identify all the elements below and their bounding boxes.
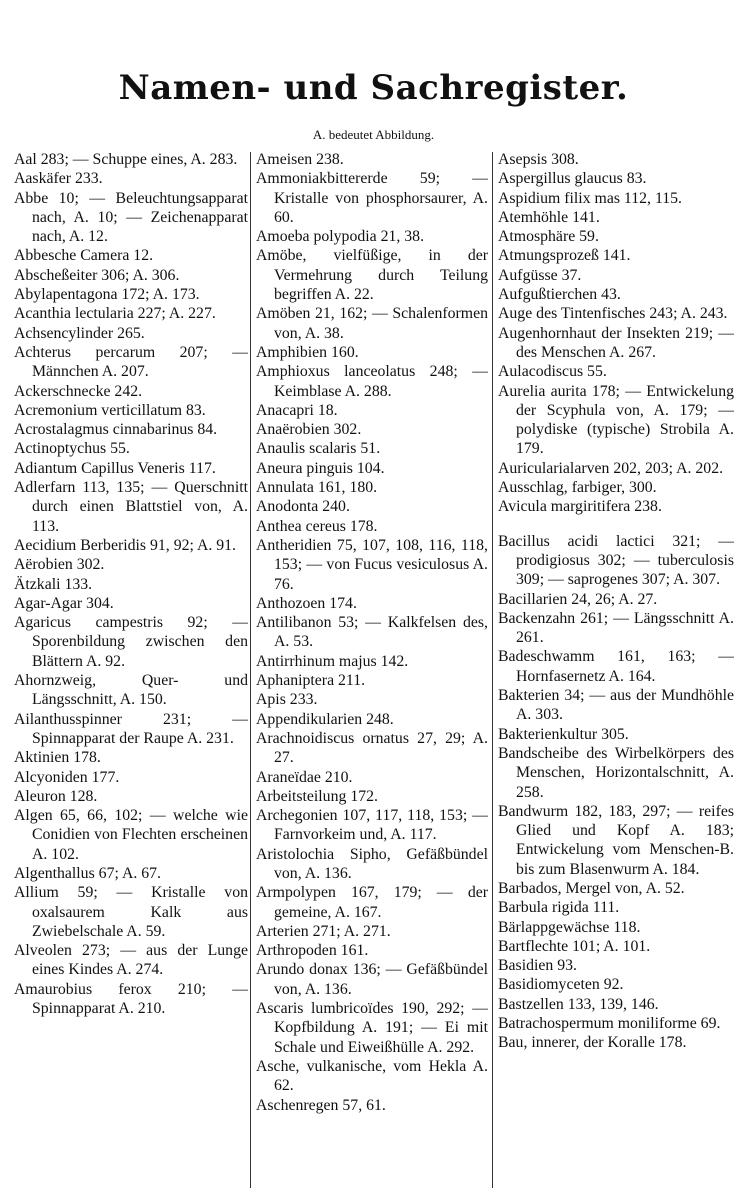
index-entry: Bastzellen 133, 139, 146. [498, 995, 659, 1013]
index-entry: Aleuron 128. [14, 787, 98, 805]
index-entry: Amphioxus lanceolatus 248; — Keimblase A. 288. [256, 363, 488, 400]
index-entry: Archegonien 107, 117, 118, 153; — Farnvorkeim und, A. 117. [256, 807, 488, 844]
index-entry: Auge des Tintenfisches 243; A. 243. [498, 305, 728, 323]
index-entry: Bandwurm 182, 183, 297; — reifes Glied und Kopf A. 183; Entwickelung vom Menschen-B. bis zum Blasenwurm A. 184. [498, 802, 734, 878]
index-entry: Barbula rigida 111. [498, 899, 620, 917]
index-entry: Achsencylinder 265. [14, 324, 145, 342]
index-entry: Aërobien 302. [14, 556, 105, 574]
index-entry: Asepsis 308. [498, 151, 579, 168]
index-entry: Alcyoniden 177. [14, 768, 120, 786]
index-entry: Arthropoden 161. [256, 942, 369, 960]
index-entry: Arundo donax 136; — Gefäßbündel von, A. 136. [256, 961, 488, 998]
index-entry: Ausschlag, farbiger, 300. [498, 479, 657, 497]
index-entry: Aufgüsse 37. [498, 266, 582, 284]
index-entry: Amphibien 160. [256, 343, 359, 361]
index-entry: Ailanthusspinner 231; — Spinnapparat der Raupe A. 231. [14, 710, 248, 747]
index-entry: Bandscheibe des Wirbelkörpers des Menschen, Horizontalschnitt, A. 258. [498, 744, 734, 801]
index-entry: Ameisen 238. [256, 151, 344, 168]
index-entry: Acanthia lectularia 227; A. 227. [14, 305, 216, 323]
index-column-1 [14, 150, 248, 1190]
index-entry: Arbeitsteilung 172. [256, 787, 378, 805]
index-entry: Antheridien 75, 107, 108, 116, 118, 153; — von Fucus vesiculosus A. 76. [256, 536, 488, 593]
index-entry: Agar-Agar 304. [14, 594, 114, 612]
index-entry: Aspergillus glaucus 83. [498, 170, 647, 188]
index-entry: Barbados, Mergel von, A. 52. [498, 879, 685, 897]
index-entry: Ammoniakbittererde 59; — Kristalle von phosphorsaurer, A. 60. [256, 170, 488, 226]
index-entry: Aal 283; — Schuppe eines, A. 283. [14, 151, 238, 168]
index-entry: Bärlappgewächse 118. [498, 918, 641, 936]
index-entry: Ahornzweig, Quer- und Längsschnitt, A. 150. [14, 672, 248, 709]
index-entry: Augenhornhaut der Insekten 219; — des Menschen A. 267. [498, 324, 734, 361]
index-entry: Aneura pinguis 104. [256, 459, 385, 477]
index-entry: Badeschwamm 161, 163; — Hornfasernetz A. 164. [498, 648, 734, 685]
index-entry: Antirrhinum majus 142. [256, 652, 409, 670]
index-entry: Achterus percarum 207; — Männchen A. 207. [14, 343, 248, 381]
index-entry: Aaskäfer 233. [14, 170, 103, 188]
index-entry: Ackerschnecke 242. [14, 382, 143, 400]
index-entry: Amaurobius ferox 210; — Spinnapparat A. 210. [14, 980, 248, 1018]
index-entry: Ascaris lumbricoïdes 190, 292; — Kopfbildung A. 191; — Ei mit Schale und Eiweißhülle A. 292. [256, 1000, 488, 1056]
index-entry: Anaulis scalaris 51. [256, 440, 381, 458]
index-entry: Auricularialarven 202, 203; A. 202. [498, 459, 724, 477]
index-entry: Annulata 161, 180. [256, 479, 378, 497]
index-entry: Algenthallus 67; A. 67. [14, 864, 161, 882]
index-entry: Bakterien 34; — aus der Mundhöhle A. 303. [498, 687, 734, 724]
index-entry: Basidien 93. [498, 957, 577, 975]
index-entry: Aspidium filix mas 112, 115. [498, 189, 683, 207]
page-title: Namen- und Sachregister. [118, 68, 629, 108]
index-entry: Basidiomyceten 92. [498, 976, 624, 994]
index-entry: Atemhöhle 141. [498, 208, 600, 226]
index-column-3 [498, 150, 734, 1190]
index-entry: Aristolochia Sipho, Gefäßbündel von, A. 136. [256, 845, 488, 882]
index-entry: Backenzahn 261; — Längsschnitt A. 261. [498, 609, 734, 647]
index-entry: Aktinien 178. [14, 749, 101, 767]
index-entry: Atmosphäre 59. [498, 228, 599, 246]
index-entry: Abbesche Camera 12. [14, 247, 154, 265]
index-entry: Amöbe, vielfüßige, in der Vermehrung durch Teilung begriffen A. 22. [256, 247, 488, 304]
index-entry: Apis 233. [256, 691, 318, 709]
index-entry: Adlerfarn 113, 135; — Querschnitt durch einen Blattstiel von, A. 113. [14, 479, 248, 535]
index-entry: Agaricus campestris 92; — Sporenbildung zwischen den Blättern A. 92. [14, 614, 248, 670]
index-entry: Actinoptychus 55. [14, 440, 130, 458]
index-entry: Bartflechte 101; A. 101. [498, 937, 651, 955]
index-entry: Bakterienkultur 305. [498, 725, 629, 743]
index-entry: Adiantum Capillus Veneris 117. [14, 459, 216, 477]
index-entry: Abbe 10; — Beleuchtungsapparat nach, A. 10; — Zeichenapparat nach, A. 12. [14, 189, 248, 246]
index-entry: Asche, vulkanische, vom Hekla A. 62. [256, 1057, 488, 1095]
index-entry: Armpolypen 167, 179; — der gemeine, A. 167. [256, 884, 488, 921]
index-column-2 [256, 150, 488, 1190]
index-entry: Anaërobien 302. [256, 421, 362, 439]
index-entry: Araneïdae 210. [256, 768, 353, 786]
abbreviation-note: A. bedeutet Abbildung. [312, 127, 435, 142]
index-entry: Anthea cereus 178. [256, 517, 378, 535]
column-divider-2 [492, 152, 493, 1188]
index-entry: Arachnoidiscus ornatus 27, 29; A. 27. [256, 729, 488, 767]
index-entry: Aufgußtierchen 43. [498, 286, 621, 304]
index-entry: Abscheßeiter 306; A. 306. [14, 266, 180, 284]
column-divider-1 [250, 152, 251, 1188]
index-entry: Acrostalagmus cinnabarinus 84. [14, 421, 218, 439]
index-entry: Acremonium verticillatum 83. [14, 401, 206, 419]
index-entry: Amöben 21, 162; — Schalenformen von, A. 38. [256, 305, 488, 342]
index-entry: Avicula margiritifera 238. [498, 498, 662, 516]
index-entry: Appendikularien 248. [256, 710, 394, 728]
index-entry: Alveolen 273; — aus der Lunge eines Kindes A. 274. [14, 942, 248, 979]
index-entry: Anthozoen 174. [256, 594, 357, 612]
index-entry: Ätzkali 133. [14, 575, 93, 593]
index-entry: Antilibanon 53; — Kalkfelsen des, A. 53. [256, 614, 488, 651]
index-entry: Amoeba polypodia 21, 38. [256, 228, 425, 246]
index-entry: Abylapentagona 172; A. 173. [14, 286, 200, 304]
index-entry: Anacapri 18. [256, 401, 338, 419]
index-entry: Atmungsprozeß 141. [498, 247, 631, 265]
index-entry: Aecidium Berberidis 91, 92; A. 91. [14, 536, 237, 554]
index-entry: Arterien 271; A. 271. [256, 922, 391, 940]
index-entry: Aschenregen 57, 61. [256, 1096, 386, 1114]
index-entry: Anodonta 240. [256, 498, 350, 516]
index-entry: Batrachospermum moniliforme 69. [498, 1015, 721, 1033]
index-entry: Aulacodiscus 55. [498, 363, 607, 381]
index-entry: Aurelia aurita 178; — Entwickelung der Scyphula von, A. 179; — polydiske (typische) Strobila A. 179. [498, 382, 734, 458]
index-entry: Bacillarien 24, 26; A. 27. [498, 590, 658, 608]
index-entry: Bau, innerer, der Koralle 178. [498, 1034, 687, 1052]
index-entry: Algen 65, 66, 102; — welche wie Conidien von Flechten erscheinen A. 102. [14, 807, 248, 863]
index-entry: Bacillus acidi lactici 321; — prodigiosus 302; — tuberculosis 309; — saprogenes 307; A. 307. [498, 532, 734, 589]
index-entry: Aphaniptera 211. [256, 672, 366, 690]
index-entry: Allium 59; — Kristalle von oxalsaurem Kalk aus Zwiebelschale A. 59. [14, 884, 248, 940]
